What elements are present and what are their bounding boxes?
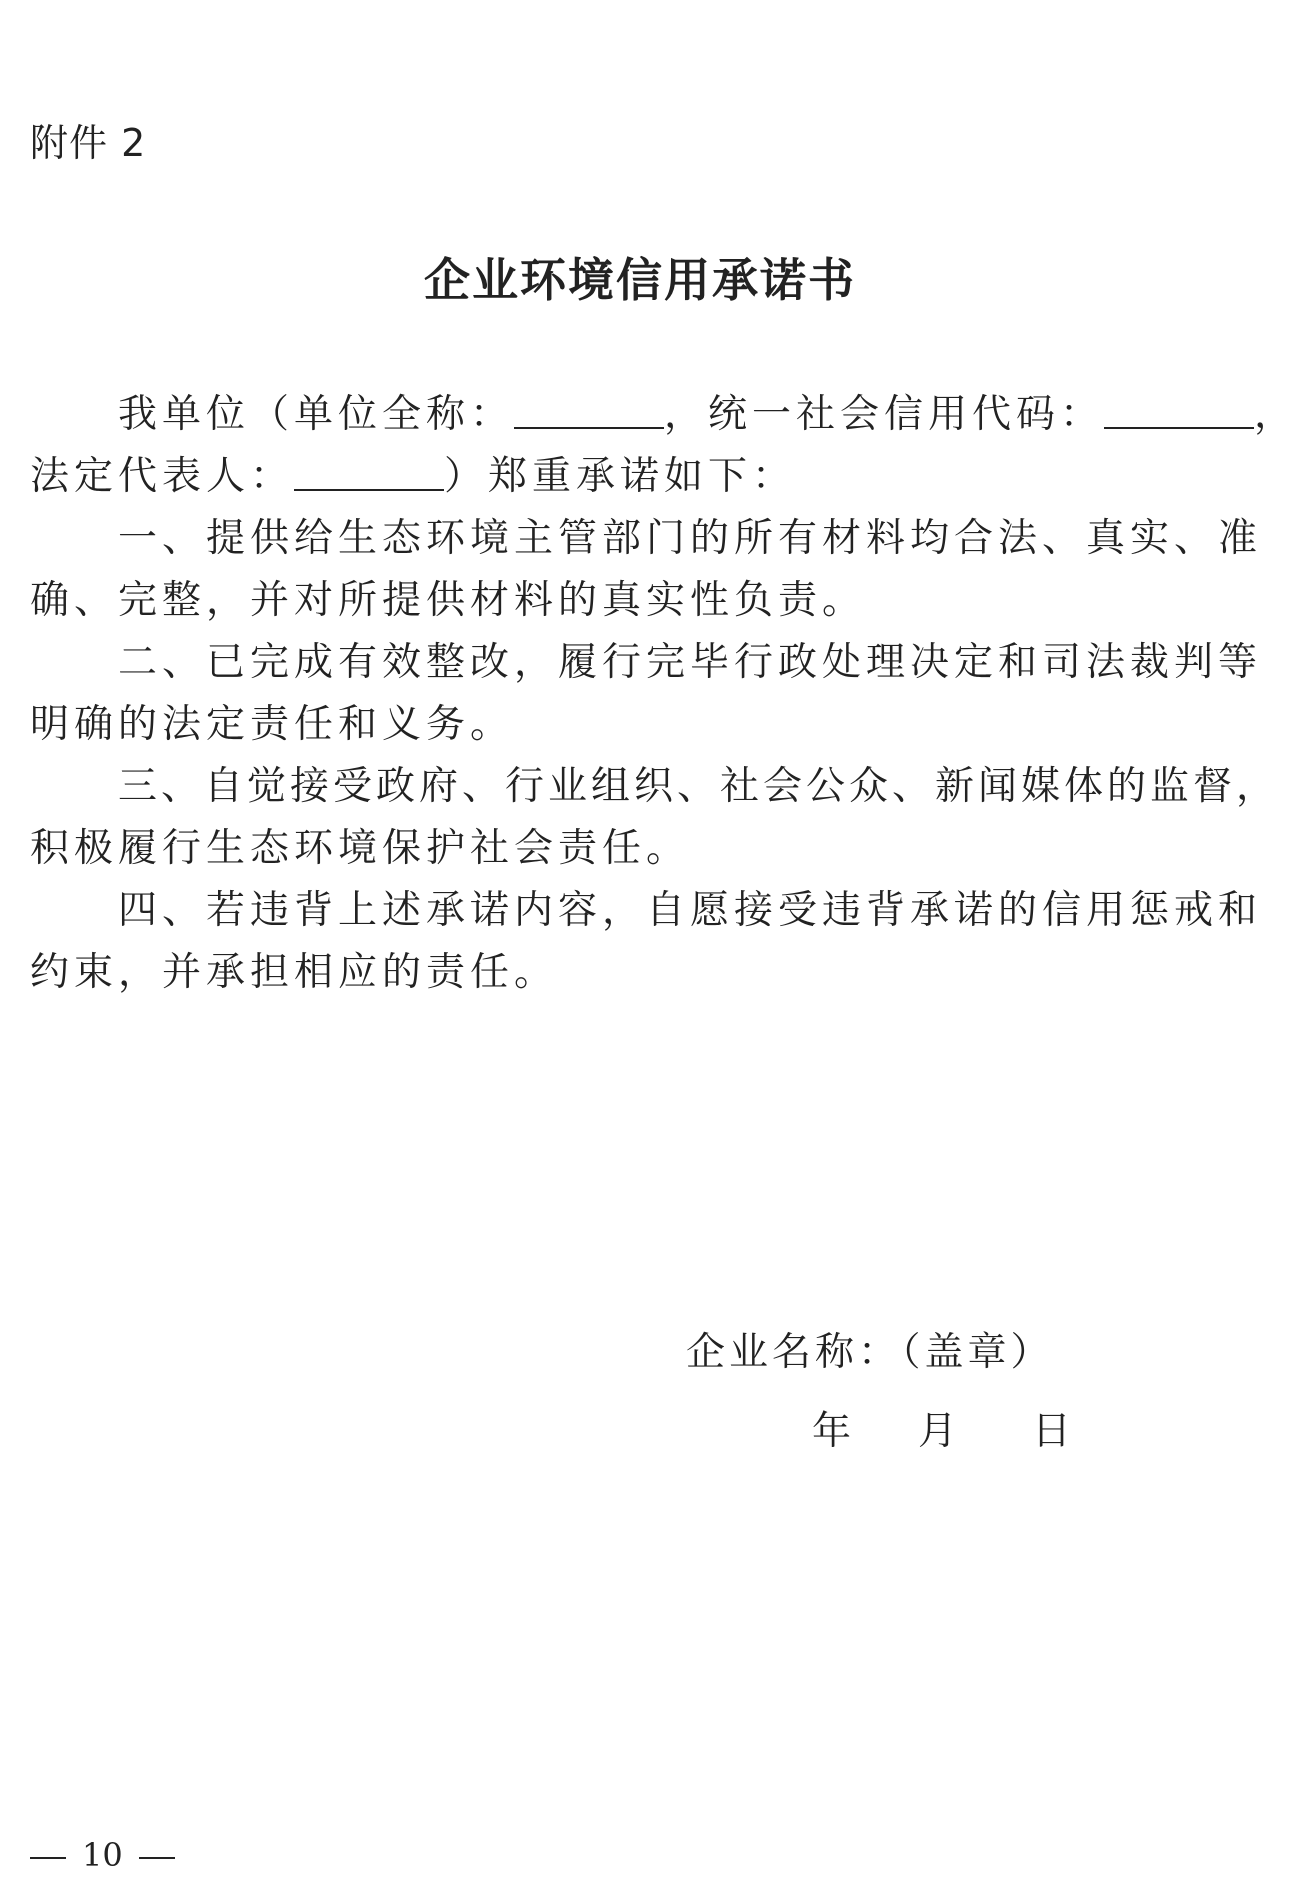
date-month: 月 xyxy=(918,1409,958,1454)
page-number-value: 10 xyxy=(82,1836,123,1874)
unit-name-blank xyxy=(514,387,664,429)
intro-line-2 xyxy=(30,447,796,507)
item-4-line-2: 约束，并承担相应的责任。 xyxy=(30,950,559,995)
item-3-line-2: 积极履行生态环境保护社会责任。 xyxy=(30,826,691,871)
item-3-line-1: 三、自觉接受政府、行业组织、社会公众、新闻媒体的监督， xyxy=(118,764,1280,809)
intro-legal-rep-label: 法定代表人： xyxy=(30,454,295,499)
intro-comma: ， xyxy=(1254,392,1298,437)
credit-code-blank xyxy=(1104,387,1254,429)
item-1-line-2: 确、完整，并对所提供材料的真实性负责。 xyxy=(30,578,867,623)
document-title: 企业环境信用承诺书 xyxy=(424,253,856,307)
intro-unit-label: 我单位（单位全称： xyxy=(118,392,515,437)
intro-credit-code-label: ，统一社会信用代码： xyxy=(664,392,1105,437)
page-number-dash-left xyxy=(30,1857,66,1859)
legal-rep-blank xyxy=(294,449,444,491)
attachment-label: 附件 2 xyxy=(30,121,147,165)
date-year: 年 xyxy=(812,1409,852,1454)
intro-pledge-text: ）郑重承诺如下： xyxy=(444,454,797,499)
date-day: 日 xyxy=(1032,1409,1072,1454)
item-4-line-1: 四、若违背上述承诺内容，自愿接受违背承诺的信用惩戒和 xyxy=(118,888,1263,933)
item-2-line-2: 明确的法定责任和义务。 xyxy=(30,702,515,747)
item-2-line-1: 二、已完成有效整改，履行完毕行政处理决定和司法裁判等 xyxy=(118,640,1263,685)
item-1-line-1: 一、提供给生态环境主管部门的所有材料均合法、真实、准 xyxy=(118,516,1263,561)
company-name-seal-label: 企业名称：（盖章） xyxy=(686,1330,1054,1375)
page-number-dash-right xyxy=(139,1857,175,1859)
intro-line-1 xyxy=(118,385,1298,445)
page-number xyxy=(30,1833,175,1877)
